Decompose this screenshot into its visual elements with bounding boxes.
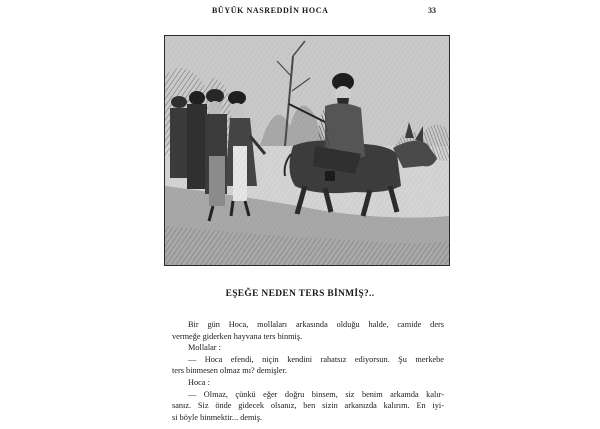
text-line: Bir gün Hoca, mollaları arkasında olduğu halde, camide ders [188, 320, 444, 329]
text-line: Mollalar : [188, 343, 221, 353]
page-number: 33 [428, 6, 436, 15]
engraving-illustration [164, 35, 450, 266]
running-title: BÜYÜK NASREDDİN HOCA [212, 6, 329, 15]
text-line: vermeğe giderken hayvana ters binmiş. [172, 331, 303, 341]
text-line: — Hoca efendi, niçin kendini rahatsız ediyorsun. Şu merkebe [188, 354, 444, 364]
text-line: ters binmesen olmaz mı? demişler. [172, 366, 287, 376]
story-text [172, 319, 444, 423]
hoca-donkey-scene-image [165, 36, 449, 265]
text-line: si böyle binmektir... demiş. [172, 412, 263, 422]
text-line: — Olmaz, çünkü eğer doğru binsem, siz benim arkamda kalır- [188, 389, 444, 399]
text-line: sanız. Siz önde gidecek olsanız, ben sizin arkanızda kalırım. En iyi- [172, 401, 444, 411]
running-header [0, 6, 600, 22]
text-line: Hoca : [188, 377, 210, 387]
chapter-title: EŞEĞE NEDEN TERS BİNMİŞ?.. [225, 289, 375, 299]
